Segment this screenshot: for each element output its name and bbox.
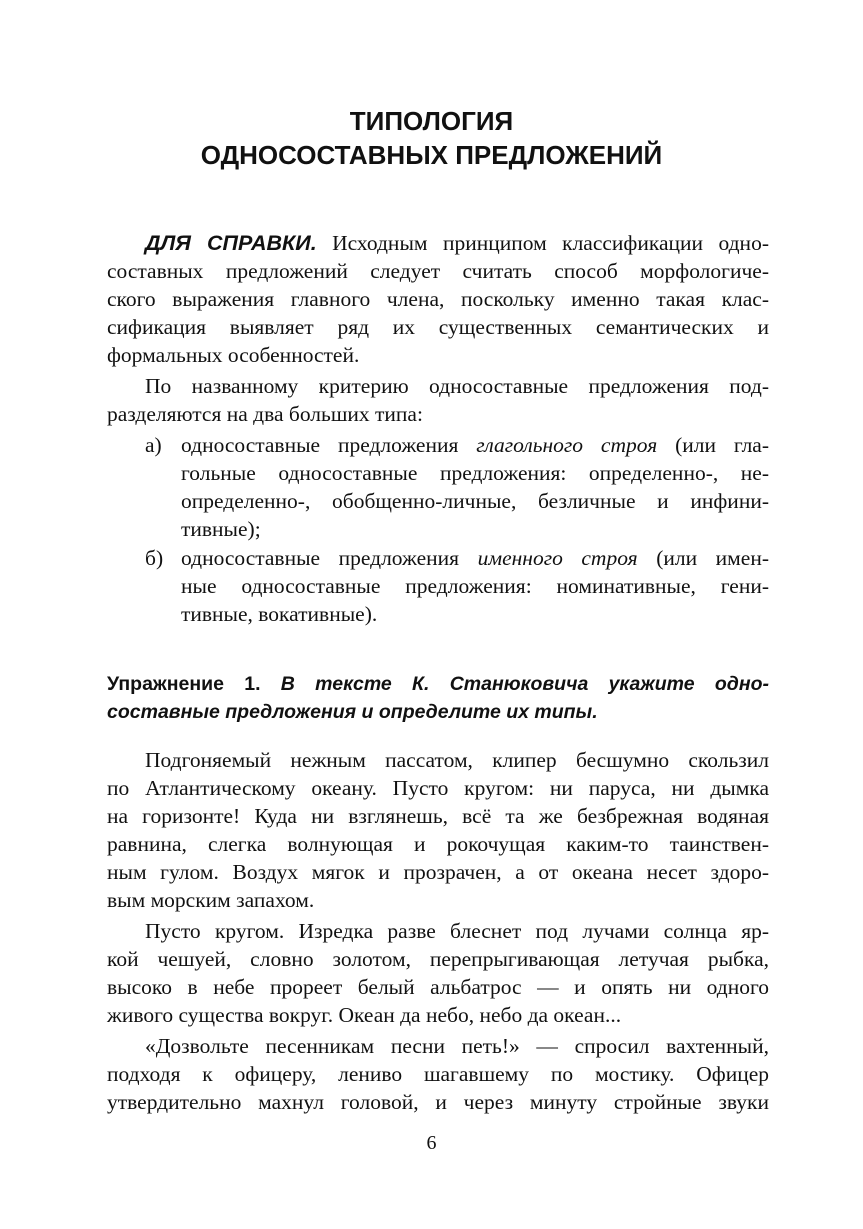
reference-line: составных предложений следует считать способ морфологиче- [107, 259, 769, 283]
list-item-text: (или гла- [657, 433, 769, 457]
reference-text: Исходным принципом классификации одно- [316, 231, 769, 255]
exercise-heading [107, 670, 769, 697]
text-line: равнина, слегка волнующая и рокочущая каким-то таинствен- [107, 832, 769, 856]
criterion-line: разделяются на два больших типа: [107, 402, 423, 426]
page-number: 6 [426, 1132, 437, 1154]
list-item-text: односоставные предложения [181, 546, 478, 570]
list-item-a-line: определенно-, обобщенно-личные, безличные и инфини- [181, 489, 769, 513]
text-line: Подгоняемый нежным пассатом, клипер бесшумно скользил [145, 748, 769, 772]
text-line: ным гулом. Воздух мягок и прозрачен, а от океана несет здоро- [107, 860, 769, 884]
list-item-emphasis: глагольного строя [476, 433, 658, 457]
exercise-task-line [107, 698, 769, 725]
text-line: подходя к офицеру, лениво шагавшему по мостику. Офицер [107, 1062, 769, 1086]
text-line: по Атлантическому океану. Пусто кругом: ни паруса, ни дымка [107, 776, 769, 800]
list-item-a-line [181, 432, 769, 458]
chapter-title-line-1: ТИПОЛОГИЯ [349, 106, 514, 136]
chapter-title [0, 104, 863, 172]
text-line: живого существа вокруг. Океан да небо, небо да океан... [107, 1003, 622, 1027]
list-item-b-line: тивные, вокативные). [181, 602, 378, 626]
list-marker-a: а) [145, 433, 162, 457]
text-line: высоко в небе прореет белый альбатрос — и опять ни одного [107, 975, 769, 999]
exercise-task: составные предложения и определите их типы. [107, 701, 598, 723]
text-line: кой чешуей, словно золотом, перепрыгивающая летучая рыбка, [107, 947, 769, 971]
text-line: «Дозвольте песенникам песни петь!» — спросил вахтенный, [145, 1034, 769, 1058]
reference-line: ского выражения главного члена, поскольку именно такая клас- [107, 287, 769, 311]
list-item-b-line [181, 545, 769, 571]
list-item-emphasis: именного строя [477, 546, 638, 570]
list-item-a-line: гольные односоставные предложения: определенно-, не- [181, 461, 769, 485]
list-item-text: (или имен- [637, 546, 769, 570]
reference-line: формальных особенностей. [107, 343, 360, 367]
text-line: утвердительно махнул головой, и через минуту стройные звуки [107, 1090, 769, 1114]
text-line: на горизонте! Куда ни взглянешь, всё та же безбрежная водяная [107, 804, 769, 828]
reference-line: сификация выявляет ряд их существенных семантических и [107, 315, 769, 339]
reference-label: ДЛЯ СПРАВКИ. [145, 231, 317, 255]
exercise-label: Упражнение 1. [107, 673, 261, 695]
list-item-a-line: тивные); [181, 517, 261, 541]
chapter-title-line-2: ОДНОСОСТАВНЫХ ПРЕДЛОЖЕНИЙ [200, 140, 663, 170]
text-line: вым морским запахом. [107, 888, 315, 912]
list-item-b-line: ные односоставные предложения: номинативные, гени- [181, 574, 769, 598]
reference-line [145, 230, 769, 256]
text-line: Пусто кругом. Изредка разве блеснет под лучами солнца яр- [145, 919, 769, 943]
criterion-line: По названному критерию односоставные предложения под- [145, 374, 769, 398]
list-item-text: односоставные предложения [181, 433, 477, 457]
exercise-task: В тексте К. Станюковича укажите одно- [260, 673, 769, 695]
list-marker-b: б) [145, 546, 164, 570]
